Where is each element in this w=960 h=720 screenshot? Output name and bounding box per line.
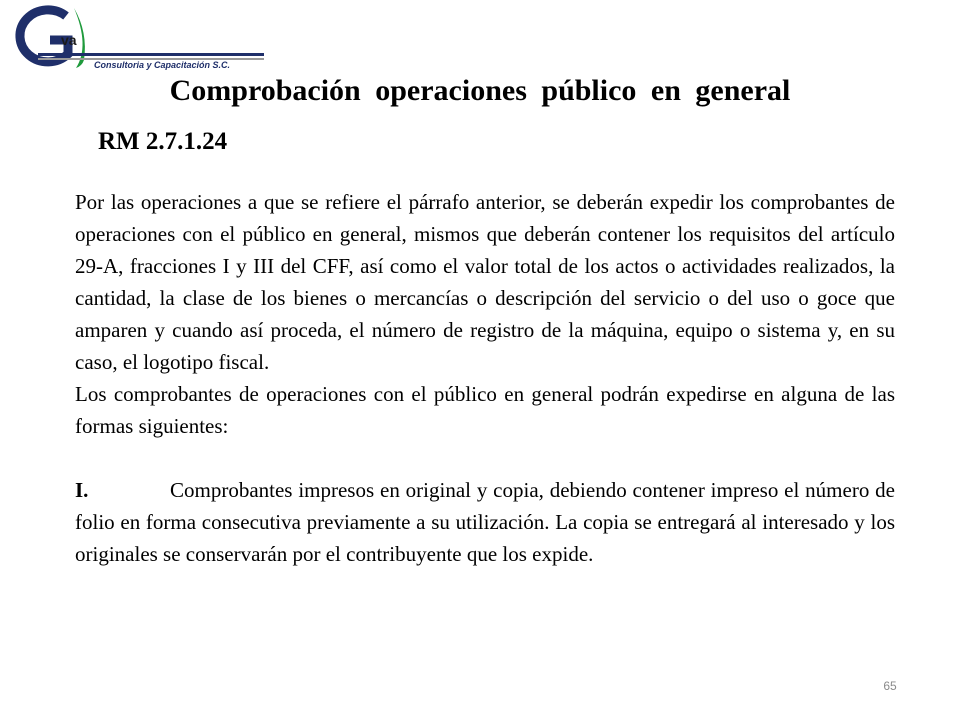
blank-line [75, 442, 895, 474]
logo-caption: Consultoria y Capacitación S.C. [94, 60, 231, 70]
list-item-text: Comprobantes impresos en original y copia, debiendo contener impreso el número de folio en forma consecutiva previamente a su utilización. La copia se entregará al interesado y los originales se conservarán por el contribuyente que los expide. [75, 478, 895, 566]
page-number: 65 [883, 679, 897, 693]
logo-small-text: va [61, 32, 77, 48]
paragraph-1: Por las operaciones a que se refiere el párrafo anterior, se deberán expedir los comprobantes de operaciones con el público en general, mismos que deberán contener los requisitos del artículo 29-A, fracciones I y III del CFF, así como el valor total de los actos o actividades realizados, la cantidad, la clase de los bienes o mercancías o descripción del servicio o del uso o goce que amparen y cuando así proceda, el número de registro de la máquina, equipo o sistema y, en su caso, el logotipo fiscal. [75, 190, 895, 374]
logo-graphic [4, 2, 264, 82]
slide-body [75, 186, 895, 570]
list-item [75, 474, 895, 570]
slide-subtitle: RM 2.7.1.24 [98, 128, 228, 155]
slide-title: Comprobación operaciones público en general [169, 74, 791, 107]
list-item-number: I. [75, 478, 89, 502]
paragraph-2: Los comprobantes de operaciones con el público en general podrán expedirse en alguna de las formas siguientes: [75, 382, 895, 438]
company-logo [4, 2, 264, 82]
